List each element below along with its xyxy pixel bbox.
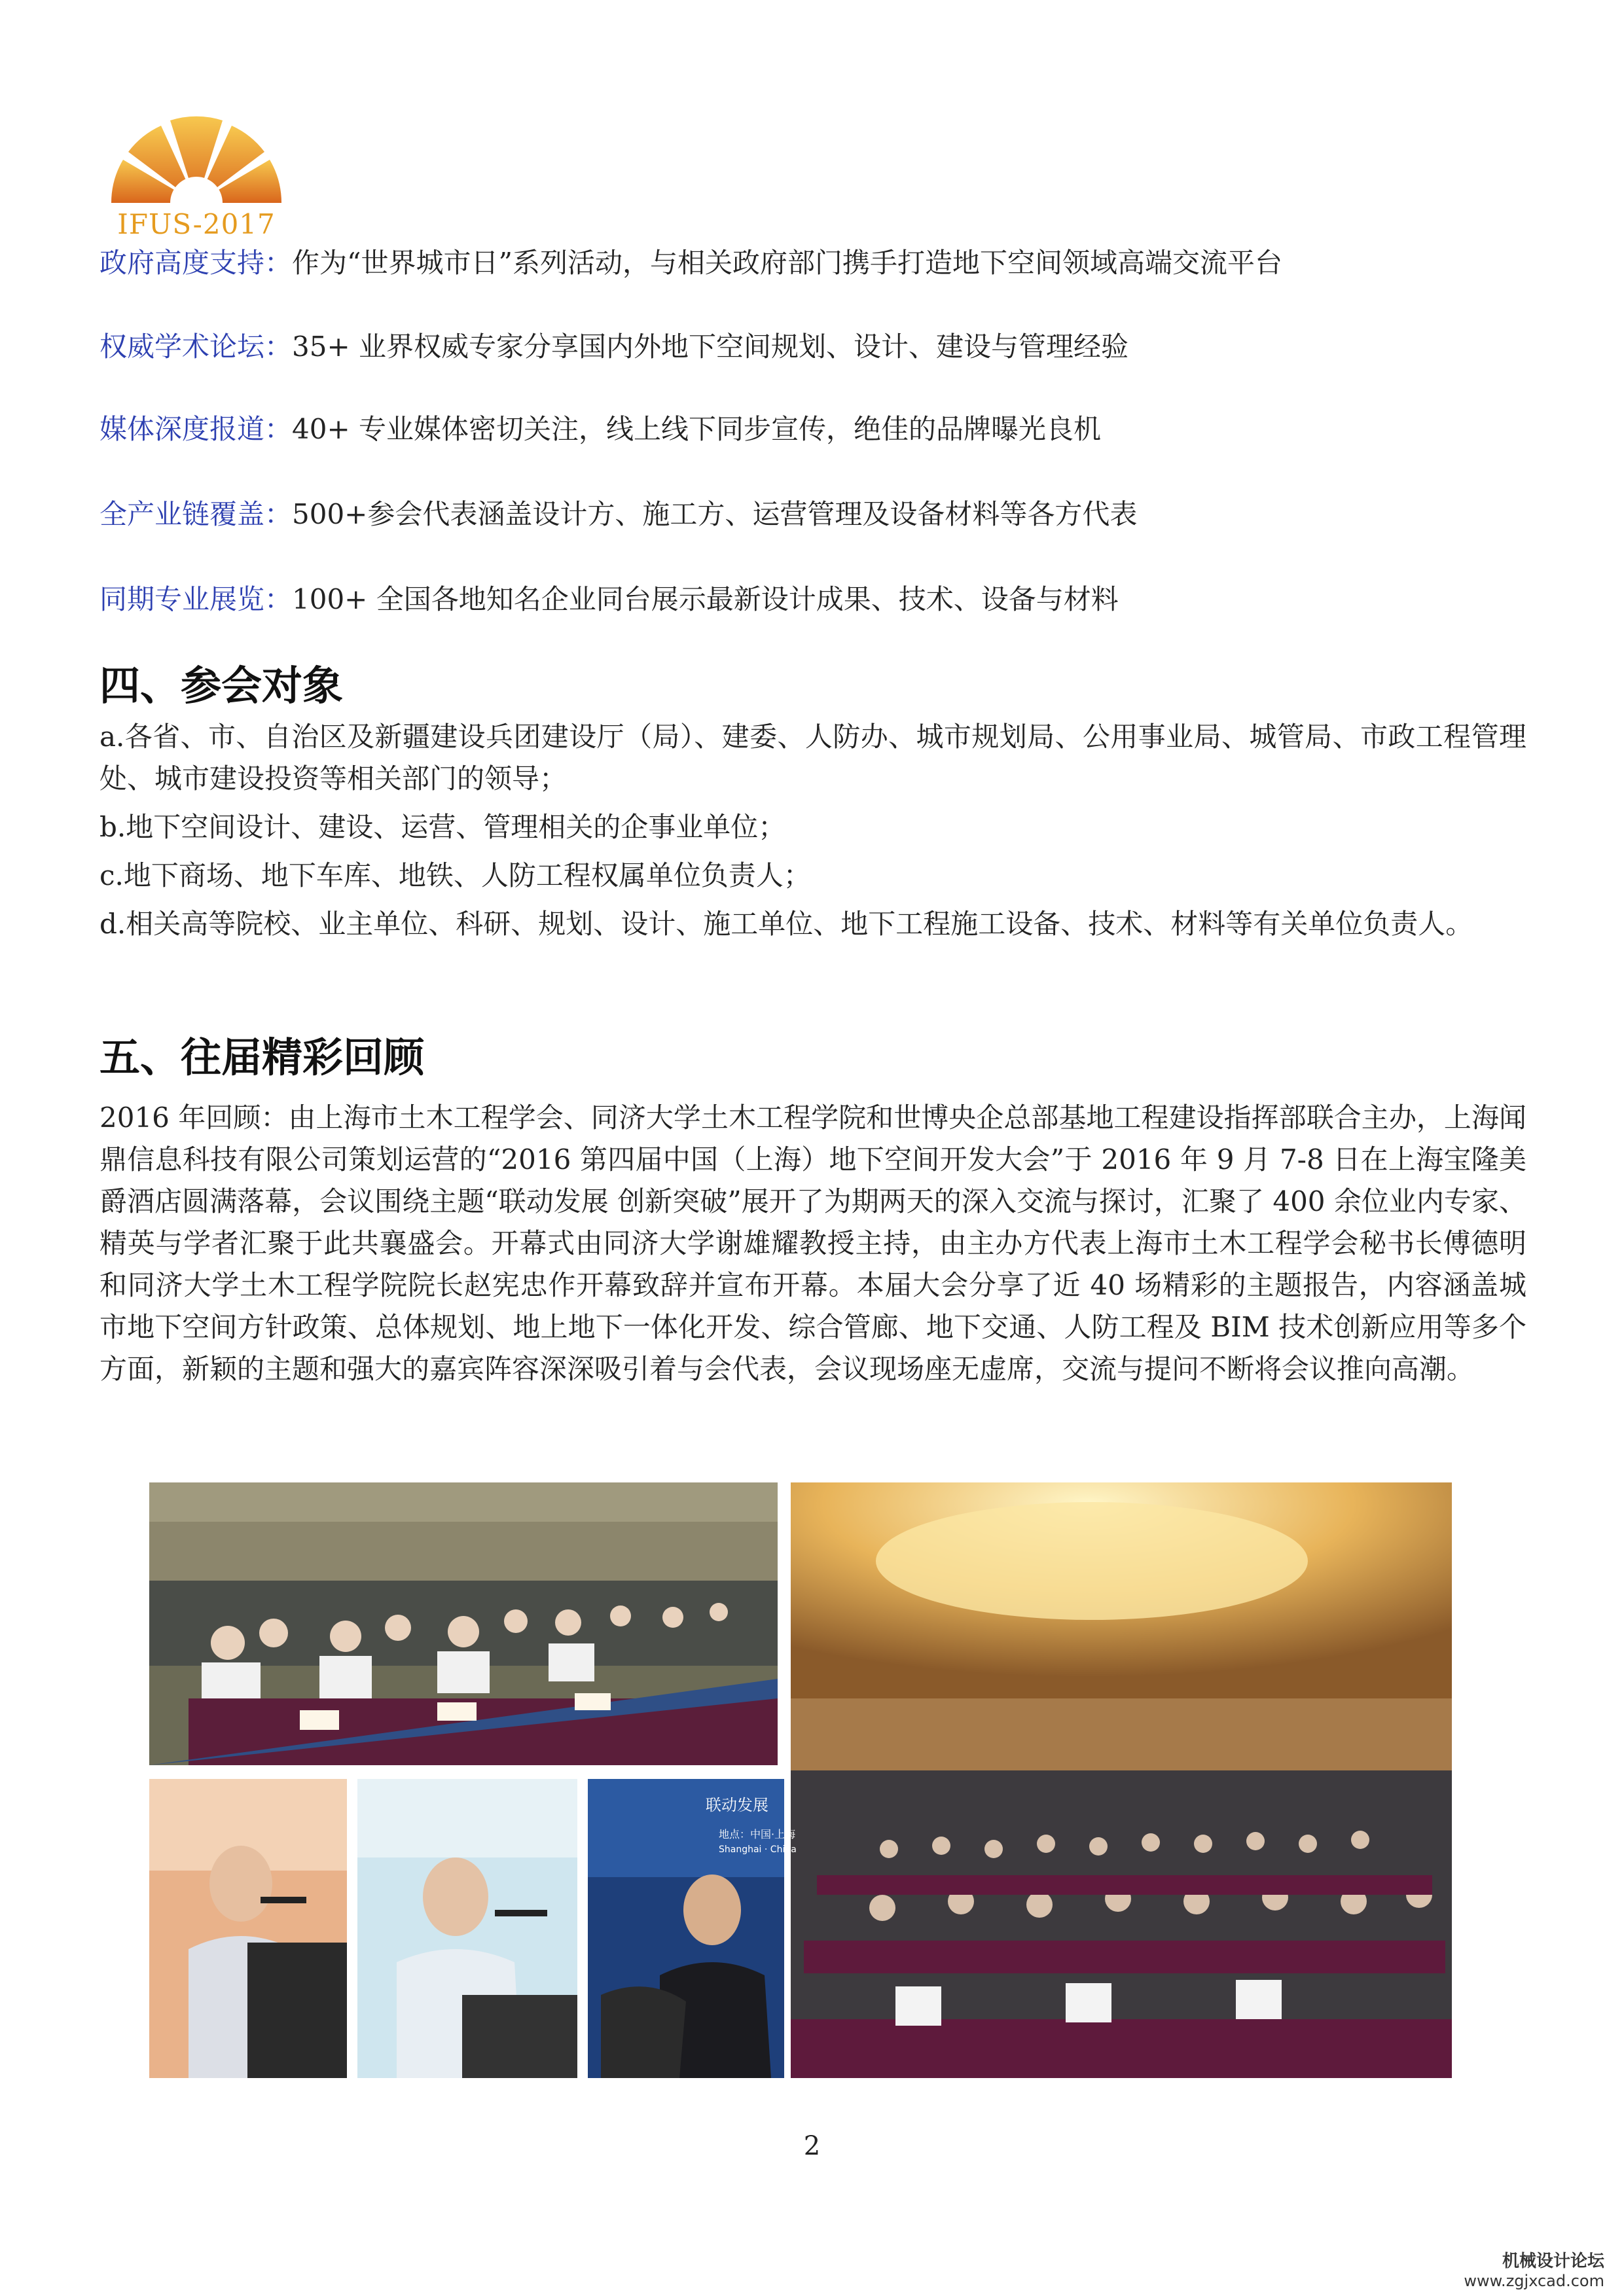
watermark-url: www.zgjxcad.com xyxy=(1464,2272,1604,2290)
highlight-text: 35+ 业界权威专家分享国内外地下空间规划、设计、建设与管理经验 xyxy=(292,331,1129,363)
highlight-line xyxy=(99,580,1119,619)
highlight-label: 媒体深度报道： xyxy=(99,413,293,445)
highlight-text: 500+参会代表涵盖设计方、施工方、运营管理及设备材料等各方代表 xyxy=(292,498,1138,530)
section-heading: 四、参会对象 xyxy=(99,662,344,709)
highlight-label: 同期专业展览： xyxy=(99,583,293,615)
banner-place: 地点：中国·上海 xyxy=(719,1828,796,1840)
highlight-label: 全产业链覆盖： xyxy=(99,498,293,530)
list-item: d.相关高等院校、业主单位、科研、规划、设计、施工单位、地下工程施工设备、技术、材料等有关单位负责人。 xyxy=(99,908,1473,940)
review-paragraph: 2016 年回顾：由上海市土木工程学会、同济大学土木工程学院和世博央企总部基地工程建设指挥部联合主办，上海闻鼎信息科技有限公司策划运营的“2016 第四届中国（上海）地下空间开发大会”于 2016 年 9 月 7-8 日在上海宝隆美爵酒店圆满落幕，会议围绕主题“联动发展 创新突破”展开了为期两天的深入交流与探讨，汇聚了 400 余位业内专家、精英与学者汇聚于此共襄盛会。开幕式由同济大学谢雄耀教授主持，由主办方代表上海市土木工程学会秘书长傅德明和同济大学土木工程学院院长赵宪忠作开幕致辞并宣布开幕。本届大会分享了近 40 场精彩的主题报告，内容涵盖城市地下空间方针政策、总体规划、地上地下一体化开发、综合管廊、地下交通、人防工程及 BIM 技术创新应用等多个方面，新颖的主题和强大的嘉宾阵容深深吸引着与会代表，会议现场座无虚席，交流与提问不断将会议推向高潮。 xyxy=(99,1102,1526,1385)
ifus-logo xyxy=(105,111,288,242)
photo-speaker-3 xyxy=(588,1779,797,2078)
watermark xyxy=(1464,2251,1604,2291)
banner-text: 联动发展 xyxy=(706,1796,768,1814)
list-item: c.地下商场、地下车库、地铁、人防工程权属单位负责人； xyxy=(99,859,811,891)
section-heading: 五、往届精彩回顾 xyxy=(99,1033,425,1081)
photo-speaker-1 xyxy=(149,1779,347,2078)
highlight-text: 40+ 专业媒体密切关注，线上线下同步宣传，绝佳的品牌曝光良机 xyxy=(292,413,1102,445)
highlight-line xyxy=(99,243,1282,283)
section4-list xyxy=(99,716,1526,945)
photo-conference-hall xyxy=(791,1482,1452,2078)
banner-place-en: Shanghai · China xyxy=(719,1844,797,1855)
highlight-line xyxy=(99,495,1137,534)
page-number: 2 xyxy=(803,2131,821,2161)
highlight-line xyxy=(99,410,1101,449)
photo-delegates-table xyxy=(149,1482,778,1765)
photo-speaker-2 xyxy=(357,1779,577,2078)
fan-logo-icon xyxy=(105,111,288,209)
list-item: b.地下空间设计、建设、运营、管理相关的企事业单位； xyxy=(99,811,786,843)
highlight-text: 作为“世界城市日”系列活动，与相关政府部门携手打造地下空间领域高端交流平台 xyxy=(292,247,1282,279)
highlight-label: 权威学术论坛： xyxy=(99,331,293,363)
logo-text: IFUS-2017 xyxy=(117,208,276,240)
list-item: a.各省、市、自治区及新疆建设兵团建设厅（局）、建委、人防办、城市规划局、公用事业局、城管局、市政工程管理处、城市建设投资等相关部门的领导； xyxy=(99,721,1526,795)
watermark-title: 机械设计论坛 xyxy=(1502,2251,1604,2271)
highlight-line xyxy=(99,327,1128,367)
highlight-text: 100+ 全国各地知名企业同台展示最新设计成果、技术、设备与材料 xyxy=(292,583,1119,615)
highlight-label: 政府高度支持： xyxy=(99,247,293,279)
